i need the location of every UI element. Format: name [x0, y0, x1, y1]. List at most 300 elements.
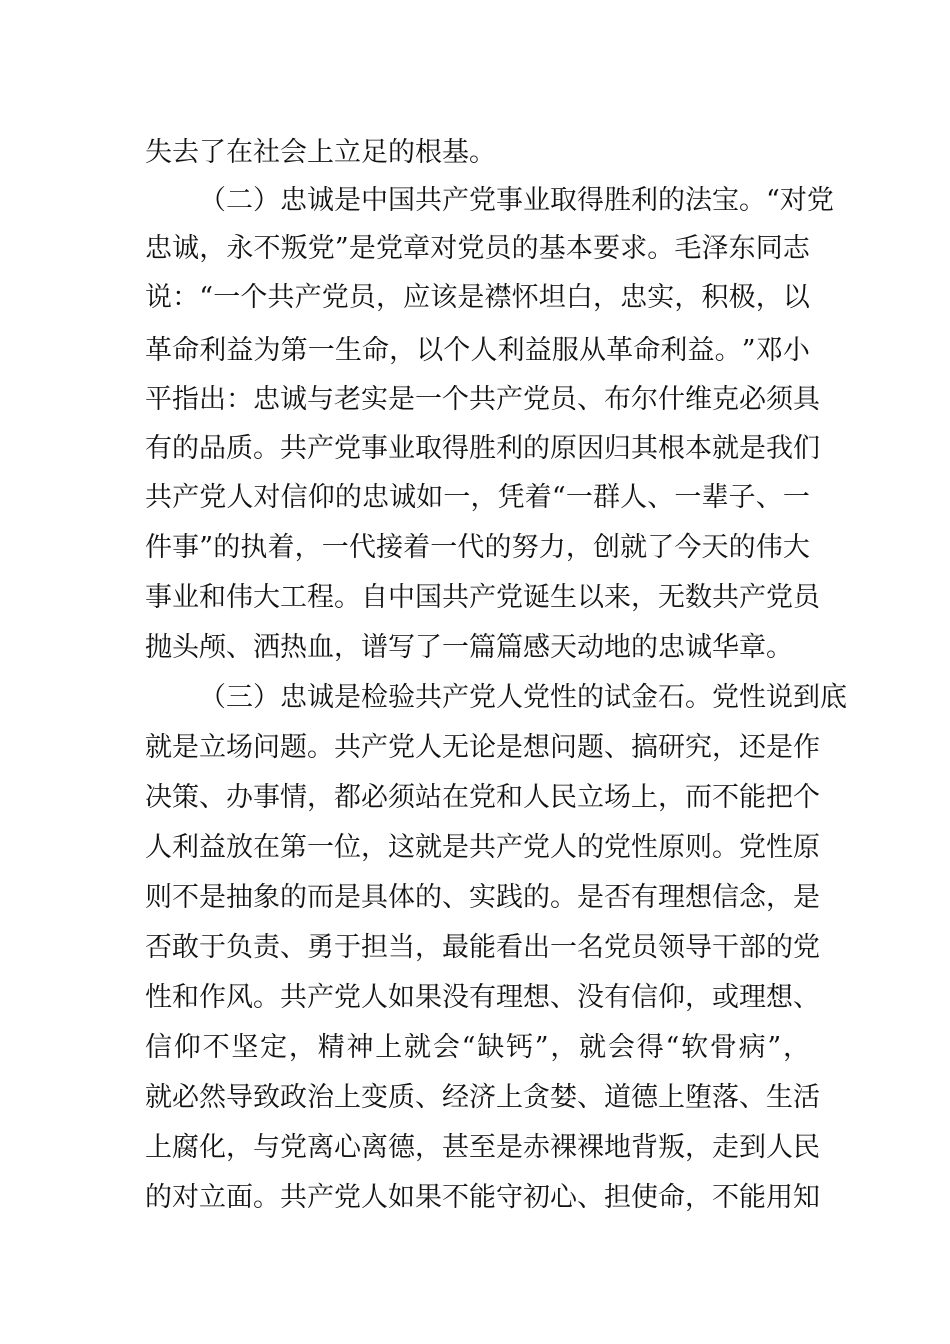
text-char: ， — [375, 282, 403, 313]
text-char: （ — [199, 682, 226, 713]
text-char: ， — [199, 233, 227, 264]
text-char: 担 — [361, 932, 388, 963]
text-char: 取 — [550, 185, 577, 216]
text-char: 员 — [348, 282, 376, 313]
text-char: 谱 — [361, 632, 388, 663]
text-char: 天 — [701, 532, 729, 563]
text-char: 诚 — [685, 632, 712, 663]
text-char: 一 — [307, 335, 335, 366]
text-char: 就 — [620, 532, 648, 563]
text-char: 看 — [496, 932, 523, 963]
text-char: 益 — [199, 832, 226, 863]
text-char: 中 — [388, 582, 415, 613]
text-char: 上 — [307, 137, 334, 168]
text-char: 员 — [631, 932, 658, 963]
text-char: 业 — [388, 433, 415, 464]
text-char: 利 — [199, 335, 227, 366]
text-char: 离 — [307, 1132, 334, 1163]
text-char: 生 — [334, 335, 362, 366]
text-char: 否 — [604, 882, 631, 913]
text-char: 经 — [442, 1082, 469, 1113]
text-char: （ — [199, 185, 226, 216]
text-char: 着 — [524, 482, 552, 513]
text-line — [145, 978, 820, 1018]
text-char: 共 — [267, 282, 295, 313]
text-char: 活 — [793, 1082, 820, 1113]
text-char: ， — [783, 1032, 810, 1063]
text-char: 的 — [523, 882, 550, 913]
text-char: 到 — [793, 682, 820, 713]
text-char: 、 — [415, 1082, 442, 1113]
text-char: 仰 — [307, 482, 335, 513]
text-char: 场 — [604, 782, 631, 813]
text-char: 党 — [334, 433, 361, 464]
text-char: 该 — [430, 282, 458, 313]
text-char: 走 — [712, 1132, 739, 1163]
text-char: 一 — [674, 482, 702, 513]
text-char: 民 — [550, 782, 577, 813]
text-char: 努 — [511, 532, 539, 563]
text-char: 代 — [348, 532, 376, 563]
text-char: 的 — [145, 1182, 172, 1213]
text-char: 。 — [307, 732, 334, 763]
text-char: 根 — [415, 137, 442, 168]
text-line — [199, 678, 847, 718]
text-char: 襟 — [484, 282, 512, 313]
text-char: 信 — [712, 882, 739, 913]
text-char: 原 — [793, 832, 820, 863]
text-char: 同 — [755, 233, 783, 264]
text-char: 而 — [307, 882, 334, 913]
text-char: 中 — [361, 185, 388, 216]
text-line — [145, 331, 810, 371]
text-char: “ — [665, 1032, 680, 1063]
text-char: 产 — [307, 1182, 334, 1213]
text-char: 党 — [321, 282, 349, 313]
text-char: 产 — [496, 384, 523, 415]
text-char: ， — [470, 482, 498, 513]
text-char: 党 — [307, 233, 335, 264]
text-char: 自 — [361, 582, 388, 613]
text-char: 、 — [226, 632, 253, 663]
text-char: 、 — [577, 1182, 604, 1213]
text-char: 、 — [755, 482, 783, 513]
text-char: 以 — [782, 282, 810, 313]
text-char: ” — [334, 233, 349, 264]
text-char: 头 — [172, 632, 199, 663]
text-char: 一 — [321, 532, 349, 563]
text-char: 二 — [226, 185, 253, 216]
text-char: 出 — [523, 932, 550, 963]
text-char: 对 — [779, 185, 807, 216]
text-char: 能 — [469, 932, 496, 963]
text-char: 基 — [538, 233, 566, 264]
text-char: 命 — [633, 335, 661, 366]
text-char: 至 — [469, 1132, 496, 1163]
text-char: 一 — [443, 482, 471, 513]
text-char: 策 — [172, 782, 199, 813]
text-char: ， — [361, 832, 388, 863]
text-char: 原 — [550, 433, 577, 464]
text-char: 不 — [202, 1032, 230, 1063]
text-char: 个 — [793, 782, 820, 813]
text-char: 的 — [388, 137, 415, 168]
text-char: 上 — [145, 1132, 172, 1163]
text-char: 性 — [145, 982, 172, 1013]
text-char: 神 — [346, 1032, 374, 1063]
text-char: 站 — [415, 782, 442, 813]
text-char: 则 — [685, 832, 712, 863]
text-char: 代 — [457, 532, 485, 563]
text-char: 性 — [550, 682, 577, 713]
text-char: 化 — [199, 1132, 226, 1163]
text-char: 一 — [782, 482, 810, 513]
text-char: 离 — [361, 1132, 388, 1163]
text-char: 能 — [739, 1182, 766, 1213]
text-line — [145, 928, 820, 968]
text-char: 是 — [199, 882, 226, 913]
text-char: 人 — [470, 335, 498, 366]
text-char: 今 — [674, 532, 702, 563]
text-char: 指 — [172, 384, 199, 415]
text-char: 利 — [496, 433, 523, 464]
text-char: 是 — [496, 1132, 523, 1163]
text-char: 怀 — [511, 282, 539, 313]
text-char: 治 — [307, 1082, 334, 1113]
text-char: 我 — [766, 433, 793, 464]
text-char: 民 — [793, 1132, 820, 1163]
text-char: 没 — [577, 982, 604, 1013]
text-char: 作 — [199, 982, 226, 1013]
text-char: 颅 — [199, 632, 226, 663]
text-char: 是 — [766, 732, 793, 763]
text-char: 的 — [766, 932, 793, 963]
text-char: 热 — [280, 632, 307, 663]
text-char: 事 — [253, 782, 280, 813]
text-char: 产 — [361, 732, 388, 763]
text-char: ， — [685, 982, 712, 1013]
text-line — [145, 429, 820, 469]
text-char: 利 — [497, 335, 525, 366]
text-char: 服 — [551, 335, 579, 366]
text-char: 是 — [172, 732, 199, 763]
text-char: 产 — [307, 433, 334, 464]
text-char: ， — [712, 732, 739, 763]
text-char: 感 — [523, 632, 550, 663]
text-char: 共 — [712, 582, 739, 613]
text-char: 检 — [361, 682, 388, 713]
text-char: 在 — [442, 782, 469, 813]
text-char: 产 — [442, 185, 469, 216]
text-char: 忠 — [620, 282, 648, 313]
text-char: 上 — [375, 1032, 403, 1063]
text-char: ， — [389, 335, 417, 366]
text-char: 责 — [253, 932, 280, 963]
text-char: 使 — [631, 1182, 658, 1213]
text-char: 人 — [550, 832, 577, 863]
text-char: 党 — [199, 482, 227, 513]
text-char: 血 — [307, 632, 334, 663]
text-char: 产 — [172, 482, 200, 513]
text-char: 实 — [647, 282, 675, 313]
text-char: 一 — [430, 532, 458, 563]
text-char: 党 — [523, 682, 550, 713]
text-char: 得 — [636, 1032, 664, 1063]
text-char: 。 — [647, 233, 675, 264]
text-char: 性 — [631, 832, 658, 863]
text-char: 研 — [658, 732, 685, 763]
text-char: 问 — [550, 732, 577, 763]
text-char: 想 — [523, 982, 550, 1013]
text-char: 对 — [253, 482, 281, 513]
text-line — [145, 278, 810, 318]
text-char: 的 — [280, 882, 307, 913]
text-char: 党 — [457, 233, 485, 264]
text-char: 、 — [550, 982, 577, 1013]
text-char: 、 — [280, 932, 307, 963]
text-char: 然 — [199, 1082, 226, 1113]
text-char: 是 — [739, 433, 766, 464]
text-char: 变 — [361, 1082, 388, 1113]
text-char: ， — [288, 1032, 316, 1063]
text-char: 则 — [145, 882, 172, 913]
text-char: 小 — [782, 335, 810, 366]
text-char: 于 — [334, 932, 361, 963]
text-line — [145, 229, 810, 269]
text-char: 员 — [484, 233, 512, 264]
text-char: 。 — [766, 632, 793, 663]
text-char: 底 — [820, 682, 847, 713]
text-char: 的 — [213, 532, 241, 563]
text-char: 的 — [658, 185, 685, 216]
text-char: 布 — [604, 384, 631, 415]
text-char: 无 — [442, 732, 469, 763]
text-char: 忠 — [253, 384, 280, 415]
text-char: 群 — [592, 482, 620, 513]
text-char: 对 — [172, 1182, 199, 1213]
text-char: ， — [685, 1132, 712, 1163]
text-char: 胜 — [604, 185, 631, 216]
text-char: 产 — [496, 832, 523, 863]
text-char: 为 — [253, 335, 281, 366]
text-char: 去 — [172, 137, 199, 168]
text-char: 把 — [766, 782, 793, 813]
text-char: 尔 — [631, 384, 658, 415]
text-char: 题 — [577, 732, 604, 763]
text-char: 共 — [334, 732, 361, 763]
text-char: 如 — [388, 982, 415, 1013]
text-char: 干 — [712, 932, 739, 963]
text-char: 就 — [415, 832, 442, 863]
text-char: 出 — [199, 384, 226, 415]
text-char: 会 — [280, 137, 307, 168]
text-char: ， — [674, 282, 702, 313]
text-char: 胜 — [469, 433, 496, 464]
text-char: 共 — [280, 1182, 307, 1213]
text-char: 。 — [739, 185, 766, 216]
text-char: 腐 — [172, 1132, 199, 1163]
text-char: ， — [415, 1132, 442, 1163]
text-char: 就 — [145, 1082, 172, 1113]
text-char: 立 — [577, 782, 604, 813]
text-char: 风 — [226, 982, 253, 1013]
text-char: 什 — [658, 384, 685, 415]
text-char: 的 — [631, 632, 658, 663]
text-char: 名 — [577, 932, 604, 963]
text-line — [145, 778, 820, 818]
text-char: 泽 — [701, 233, 729, 264]
text-char: 理 — [496, 982, 523, 1013]
text-char: 、 — [647, 482, 675, 513]
text-char: 验 — [388, 682, 415, 713]
text-char: 和 — [199, 582, 226, 613]
text-char: 一 — [442, 632, 469, 663]
text-char: 都 — [334, 782, 361, 813]
text-char: 就 — [579, 1032, 607, 1063]
text-char: 了 — [415, 632, 442, 663]
text-char: 是 — [334, 185, 361, 216]
text-char: 党 — [334, 1182, 361, 1213]
text-char: 求 — [620, 233, 648, 264]
text-char: 毛 — [674, 233, 702, 264]
text-line — [199, 181, 834, 221]
text-char: 不 — [172, 882, 199, 913]
text-char: 。 — [685, 682, 712, 713]
text-char: 在 — [226, 137, 253, 168]
text-char: 无 — [658, 582, 685, 613]
text-char: 体 — [388, 882, 415, 913]
text-char: 东 — [728, 233, 756, 264]
text-char: 动 — [577, 632, 604, 663]
text-line — [145, 478, 810, 518]
text-char: 人 — [361, 1182, 388, 1213]
text-char: ， — [766, 882, 793, 913]
text-char: 仰 — [658, 982, 685, 1013]
text-char: 政 — [280, 1082, 307, 1113]
text-char: 老 — [334, 384, 361, 415]
text-char: 益 — [687, 335, 715, 366]
text-char: 辈 — [701, 482, 729, 513]
text-char: ） — [253, 185, 280, 216]
text-char: 平 — [145, 384, 172, 415]
text-char: 和 — [496, 782, 523, 813]
text-line — [145, 1078, 820, 1118]
text-char: 产 — [307, 982, 334, 1013]
text-char: 与 — [307, 384, 334, 415]
text-char: 人 — [523, 782, 550, 813]
text-char: 党 — [523, 384, 550, 415]
text-char: 敢 — [172, 932, 199, 963]
text-char: 人 — [226, 482, 254, 513]
text-char: 贪 — [523, 1082, 550, 1113]
text-char: 天 — [550, 632, 577, 663]
text-char: 以 — [416, 335, 444, 366]
text-char: 坚 — [231, 1032, 259, 1063]
text-char: 有 — [145, 433, 172, 464]
text-char: 心 — [334, 1132, 361, 1163]
text-char: 还 — [739, 732, 766, 763]
text-char: 法 — [685, 185, 712, 216]
text-char: 没 — [442, 982, 469, 1013]
text-char: ， — [294, 532, 322, 563]
text-char: 是 — [457, 282, 485, 313]
text-char: 论 — [469, 732, 496, 763]
text-char: 就 — [712, 433, 739, 464]
text-char: 是 — [334, 882, 361, 913]
text-char: ， — [226, 1132, 253, 1163]
text-char: 骨 — [709, 1032, 737, 1063]
text-char: 人 — [620, 482, 648, 513]
text-line — [145, 528, 810, 568]
text-char: 一 — [415, 384, 442, 415]
text-char: 党 — [806, 185, 834, 216]
text-char: 道 — [604, 1082, 631, 1113]
text-char: 。 — [712, 832, 739, 863]
text-char: 是 — [348, 233, 376, 264]
text-char: 因 — [577, 433, 604, 464]
text-char: 、 — [577, 1082, 604, 1113]
text-char: 党 — [280, 1132, 307, 1163]
text-char: 诚 — [389, 482, 417, 513]
text-char: 共 — [442, 582, 469, 613]
text-char: 担 — [604, 1182, 631, 1213]
text-char: ” — [199, 532, 214, 563]
text-line — [145, 828, 820, 868]
text-char: 得 — [442, 433, 469, 464]
text-char: 白 — [565, 282, 593, 313]
text-char: 立 — [334, 137, 361, 168]
text-char: 就 — [404, 1032, 432, 1063]
text-char: 说 — [145, 282, 172, 313]
text-char: 革 — [145, 335, 172, 366]
text-char: 理 — [739, 982, 766, 1013]
text-char: 叛 — [658, 1132, 685, 1163]
text-char: 原 — [658, 832, 685, 863]
text-char: 信 — [631, 982, 658, 1013]
text-char: 品 — [199, 433, 226, 464]
text-line — [145, 878, 820, 918]
text-char: 个 — [240, 282, 268, 313]
text-char: 党 — [388, 732, 415, 763]
text-char: 共 — [280, 433, 307, 464]
text-char: 堕 — [685, 1082, 712, 1113]
text-char: 党 — [334, 982, 361, 1013]
text-char: 失 — [145, 137, 172, 168]
text-char: 地 — [604, 1132, 631, 1163]
text-char: 能 — [739, 782, 766, 813]
text-char: 部 — [739, 932, 766, 963]
text-line — [145, 1028, 810, 1068]
text-char: 极 — [728, 282, 756, 313]
text-char: 坦 — [538, 282, 566, 313]
text-char: 金 — [631, 682, 658, 713]
text-char: 数 — [685, 582, 712, 613]
text-char: 维 — [685, 384, 712, 415]
text-char: 着 — [403, 532, 431, 563]
text-char: 放 — [226, 832, 253, 863]
text-line — [145, 628, 810, 668]
text-char: 守 — [496, 1182, 523, 1213]
text-char: 的 — [172, 433, 199, 464]
text-char: 业 — [172, 582, 199, 613]
text-char: 的 — [577, 682, 604, 713]
text-char: 质 — [388, 1082, 415, 1113]
text-char: 以 — [577, 582, 604, 613]
text-char: ， — [755, 282, 783, 313]
text-char: 会 — [607, 1032, 635, 1063]
text-char: 应 — [403, 282, 431, 313]
text-char: 诚 — [307, 682, 334, 713]
